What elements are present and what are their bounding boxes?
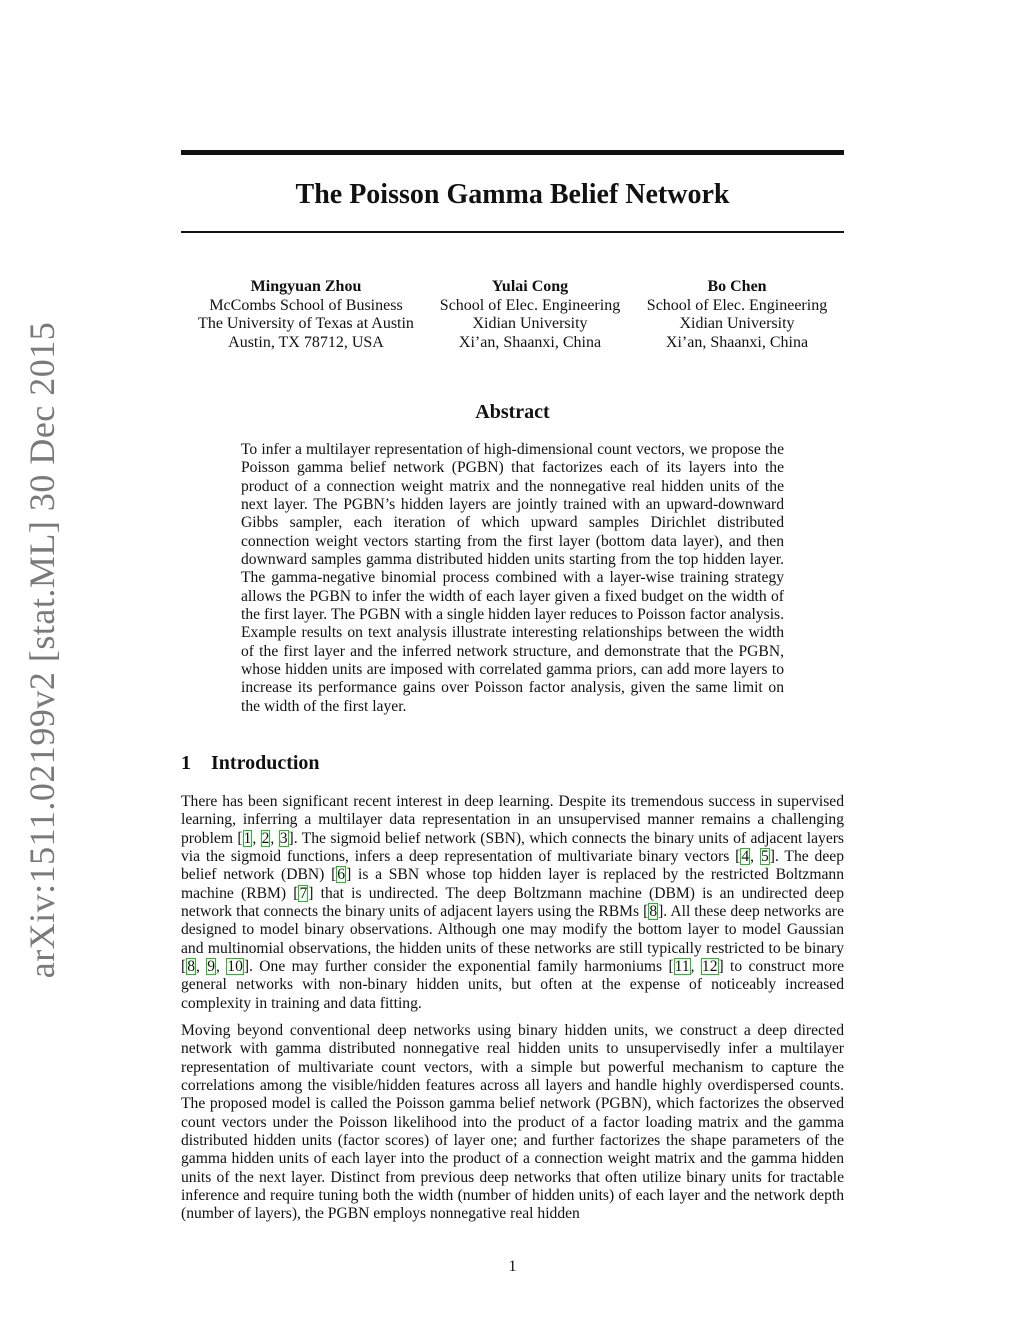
paragraph-text: ]. All these deep networks are designed to model binary observations. Although one may modify the bottom layer to model Gaussian and multinomial observations, the hidden units of these networks are still typically restricted to be binary [ xyxy=(181,903,844,976)
author-3 xyxy=(639,278,835,352)
author-institution: The University of Texas at Austin xyxy=(198,315,414,332)
citation-link[interactable]: 6 xyxy=(337,866,346,884)
author-institution: Xidian University xyxy=(679,315,795,332)
citation-link[interactable]: 7 xyxy=(299,884,308,902)
author-institution: Xidian University xyxy=(472,315,588,332)
paragraph-text: ]. The sigmoid belief network (SBN), which connects the binary units of adjacent layers via the sigmoid functions, infers a deep representation of multivariate binary vectors [ xyxy=(181,829,845,866)
author-location: Austin, TX 78712, USA xyxy=(228,333,384,351)
citation-link[interactable]: 10 xyxy=(227,958,243,976)
paragraph-text: , xyxy=(196,958,207,976)
paragraph-text: There has been significant recent interest in deep learning. Despite its tremendous success in supervised learning, inferring a multilayer data representation in an unsupervised manner remains a challenging problem [ xyxy=(181,793,844,847)
paragraph-text: ]. The deep belief network (DBN) [ xyxy=(181,848,844,884)
author-location: Xi’an, Shaanxi, China xyxy=(665,333,809,351)
paragraph-text: ]. One may further consider the exponential family harmoniums [ xyxy=(243,958,674,976)
citation-link[interactable]: 11 xyxy=(674,958,690,976)
author-name: Bo Chen xyxy=(707,278,767,295)
title-top-rule xyxy=(181,150,844,155)
citation-link[interactable]: 8 xyxy=(649,903,658,921)
section-number: 1 xyxy=(181,752,191,774)
introduction-paragraph-2: Moving beyond conventional deep networks using binary hidden units, we construct a deep directed network with gamma distributed nonnegative real hidden units to unsupervisedly infer a multilayer representation of multivariate count vectors, with a simple but powerful mechanism to capture the correlations among the visible/hidden features across all layers and handle highly overdispersed counts. The proposed model is called the Poisson gamma belief network (PGBN), which factorizes the observed count vectors under the Poisson likelihood into the product of a factor loading matrix and the gamma distributed hidden units (factor scores) of layer one; and further factorizes the shape parameters of the gamma hidden units of each layer into the product of a connection weight matrix and the gamma hidden units of the next layer. Distinct from previous deep networks that often utilize binary units for tractable inference and require tuning both the width (number of hidden units) of each layer and the network depth (number of layers), the PGBN employs nonnegative real hidden xyxy=(181,1022,844,1223)
author-affiliation: School of Elec. Engineering xyxy=(646,296,828,314)
abstract-heading: Abstract xyxy=(475,401,550,423)
citation-link[interactable]: 5 xyxy=(760,848,769,866)
citation-link[interactable]: 1 xyxy=(243,829,252,847)
author-location: Xi’an, Shaanxi, China xyxy=(458,333,602,351)
paragraph-text: , xyxy=(750,848,760,866)
paragraph-text: , xyxy=(216,958,227,976)
citation-link[interactable]: 12 xyxy=(701,958,718,976)
author-affiliation: McCombs School of Business xyxy=(209,296,403,314)
paragraph-text: , xyxy=(252,829,261,847)
paragraph-text: ] to construct more general networks with non-binary hidden units, but often at the expense of noticeably increased complexity in training and data fitting. xyxy=(181,958,845,1012)
author-block xyxy=(181,278,844,358)
author-2 xyxy=(431,278,629,352)
citation-link[interactable]: 9 xyxy=(207,958,216,976)
author-name: Mingyuan Zhou xyxy=(250,278,362,295)
paragraph-text: ] that is undirected. The deep Boltzmann machine (DBM) is an undirected deep network that connects the binary units of adjacent layers using the RBMs [ xyxy=(181,884,844,921)
paper-title: The Poisson Gamma Belief Network xyxy=(295,179,730,210)
citation-link[interactable]: 2 xyxy=(261,829,270,847)
citation-link[interactable]: 4 xyxy=(741,848,750,866)
paragraph-text: , xyxy=(270,829,279,847)
section-title: Introduction xyxy=(211,752,320,774)
author-name: Yulai Cong xyxy=(491,278,569,295)
arxiv-identifier-stamp: arXiv:1511.02199v2 [stat.ML] 30 Dec 2015 xyxy=(22,321,62,979)
author-1 xyxy=(181,278,431,352)
title-bottom-rule xyxy=(181,231,844,233)
author-affiliation: School of Elec. Engineering xyxy=(439,296,621,314)
paragraph-text: ] is a SBN whose top hidden layer is replaced by the restricted Boltzmann machine (RBM) [ xyxy=(181,866,845,902)
abstract-text: To infer a multilayer representation of high-dimensional count vectors, we propose the Poisson gamma belief network (PGBN) that factorizes each of its layers into the product of a connection weight matrix and the nonnegative real hidden units of the next layer. The PGBN’s hidden layers are jointly trained with an upward-downward Gibbs sampler, each iteration of which upward samples Dirichlet distributed connection weight vectors starting from the first layer (bottom data layer), and then downward samples gamma distributed hidden units starting from the top hidden layer. The gamma-negative binomial process combined with a layer-wise training strategy allows the PGBN to infer the width of each layer given a fixed budget on the width of the first layer. The PGBN with a single hidden layer reduces to Poisson factor analysis. Example results on text analysis illustrate interesting relationships between the width of the first layer and the inferred network structure, and demonstrate that the PGBN, whose hidden units are imposed with correlated gamma priors, can add more layers to increase its performance gains over Poisson factor analysis, given the same limit on the width of the first layer. xyxy=(241,441,784,715)
citation-link[interactable]: 8 xyxy=(187,958,195,976)
citation-link[interactable]: 3 xyxy=(279,829,288,847)
section-heading-introduction xyxy=(181,751,844,775)
paragraph-text: , xyxy=(690,958,701,976)
page-number: 1 xyxy=(508,1258,517,1275)
introduction-paragraph-1 xyxy=(181,793,844,1013)
